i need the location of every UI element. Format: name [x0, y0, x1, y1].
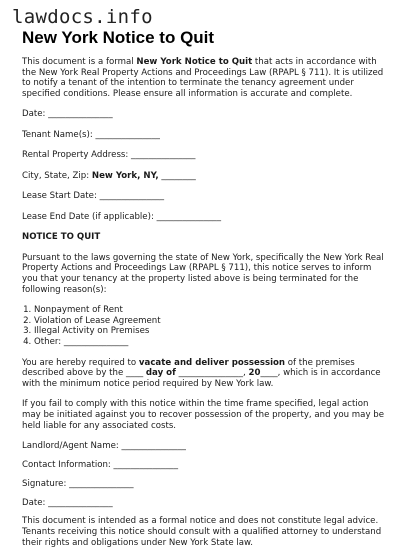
notice-heading: NOTICE TO QUIT: [22, 232, 101, 243]
vacate-text-start: You are hereby required to: [22, 357, 139, 368]
vacate-bold-phrase: vacate and deliver possession: [138, 357, 286, 368]
legal-action-paragraph: If you fail to comply with this notice within the time frame specified, legal action may be initiated against you to recover possession of the property, and you may be held liable for any associated costs.: [22, 399, 385, 431]
city-state-zip-field[interactable]: [22, 171, 384, 182]
notice-paragraph: Pursuant to the laws governing the state of New York, specifically the New York Real Property Actions and Proceedings Law (RPAPL § 711), this notice serves to inform you that your tenancy at the property listed above is being terminated for the following reason(s):: [22, 252, 384, 295]
document-title: New York Notice to Quit: [22, 28, 215, 47]
city-state-zip-label: City, State, Zip:: [22, 170, 92, 181]
vacate-day-of: day of: [145, 368, 176, 379]
intro-bold-title: New York Notice to Quit: [136, 57, 253, 67]
city-state-zip-value: New York, NY,: [91, 170, 159, 181]
contact-info-field[interactable]: Contact Information: _______________: [22, 459, 178, 470]
intro-paragraph: [22, 57, 384, 99]
vacate-month-blank[interactable]: _______________,: [175, 368, 249, 379]
signature-field[interactable]: Signature: _______________: [22, 478, 134, 489]
intro-text-end: that acts in accordance with the New York Real Property Actions and Proceedings Law (RPAPL § 711). It is utilized to notify a tenant of the intention to terminate the tenancy agreement under specified conditions. Please ensure all information is accurate and complete.: [22, 57, 384, 99]
reason-item-other[interactable]: 4. Other: _______________: [34, 337, 384, 348]
reason-item: 3. Illegal Activity on Premises: [34, 326, 384, 337]
vacate-year-prefix: 20: [248, 368, 261, 379]
zip-blank[interactable]: ________: [158, 170, 196, 181]
disclaimer-paragraph: This document is intended as a formal notice and does not constitute legal advice. Tenants receiving this notice should consult with a qualified attorney to understand their rights and obligations under New York State law.: [22, 516, 382, 548]
landlord-name-field[interactable]: Landlord/Agent Name: _______________: [22, 441, 186, 452]
document-body: [22, 57, 384, 558]
intro-text-start: This document is a formal: [22, 57, 137, 67]
reasons-list: [22, 305, 384, 347]
lease-end-field[interactable]: Lease End Date (if applicable): _______________: [22, 211, 222, 222]
property-fields: [22, 109, 384, 222]
vacate-paragraph: [22, 358, 384, 390]
reason-item: 2. Violation of Lease Agreement: [34, 316, 384, 327]
signature-fields: [22, 441, 384, 508]
reason-item: 1. Nonpayment of Rent: [34, 305, 384, 316]
vacate-text-end: ____, which is in accordance with the minimum notice period required by New York law.: [22, 368, 381, 389]
signature-date-field[interactable]: Date: _______________: [22, 497, 113, 508]
date-field[interactable]: Date: _______________: [22, 109, 113, 120]
vacate-day-blank[interactable]: of the premises described above by the ____: [22, 357, 355, 379]
rental-address-field[interactable]: Rental Property Address: _______________: [22, 150, 196, 161]
lease-start-field[interactable]: Lease Start Date: _______________: [22, 191, 165, 202]
site-watermark: lawdocs.info: [12, 6, 153, 28]
tenant-names-field[interactable]: Tenant Name(s): _______________: [22, 129, 160, 140]
